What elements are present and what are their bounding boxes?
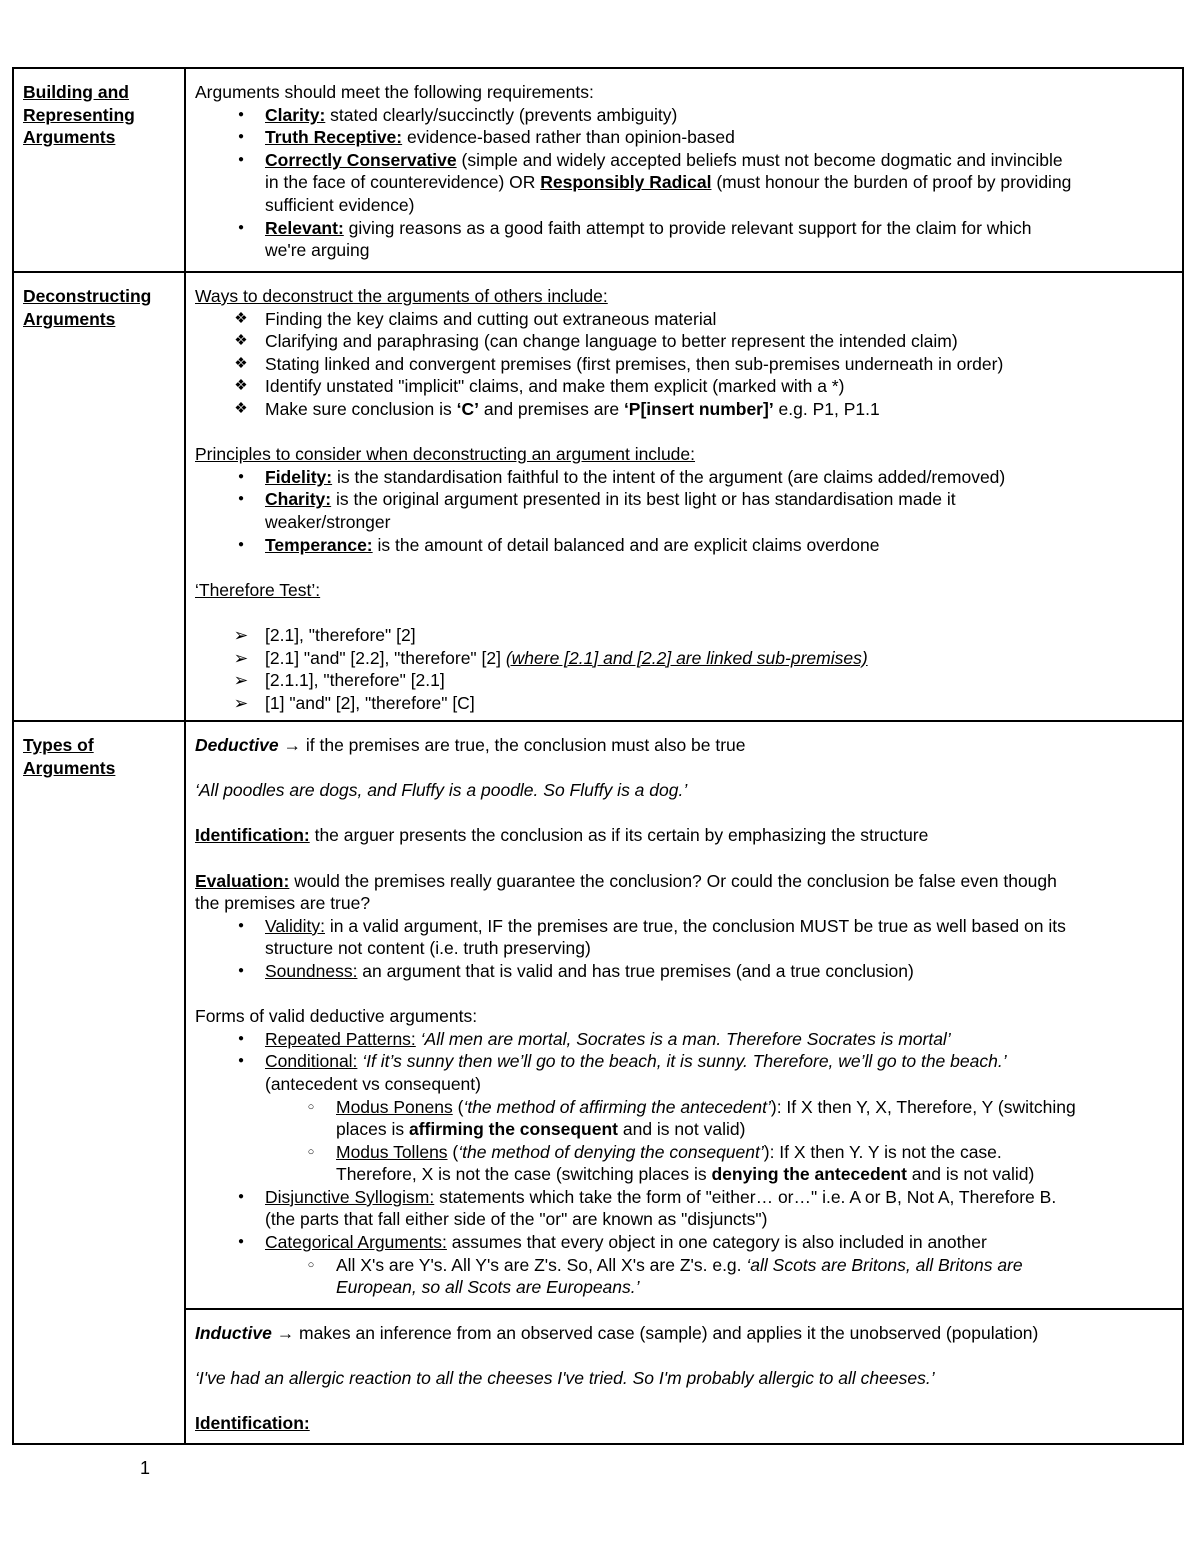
arrow-bullet-icon: ➢	[233, 670, 249, 691]
bullet-icon: ●	[237, 493, 245, 505]
requirements-list	[195, 104, 1174, 262]
bullet-icon: ●	[237, 470, 245, 482]
list-item: ➢ [2.1], "therefore" [2]	[195, 624, 1174, 647]
deductive-term: Deductive	[195, 735, 279, 755]
list-item: ● Clarity: stated clearly/succinctly (prevents ambiguity)	[195, 104, 1174, 127]
bullet-icon: ●	[237, 153, 245, 165]
list-item: ❖ Finding the key claims and cutting out extraneous material	[195, 308, 1174, 331]
list-item: ● Conditional: ‘If it’s sunny then we’ll go to the beach, it is sunny. Therefore, we’ll go to the beach.’ (antecedent vs consequent)	[195, 1050, 1174, 1095]
diamond-bullet-icon: ❖	[234, 377, 248, 395]
content-building-arguments	[185, 68, 1183, 272]
principles-list	[195, 466, 1174, 556]
list-item: ○ Modus Ponens (‘the method of affirming the antecedent’): If X then Y, X, Therefore, Y (switching places is affirming the consequent and is not valid)	[195, 1096, 1174, 1141]
list-item: ● Disjunctive Syllogism: statements which take the form of "either… or…" i.e. A or B, Not A, Therefore B. (the parts that fall either side of the "or" are known as "disjuncts")	[195, 1186, 1174, 1231]
therefore-test-list	[195, 624, 1174, 714]
bullet-icon: ●	[237, 1055, 245, 1067]
list-item: ● Fidelity: is the standardisation faithful to the intent of the argument (are claims added/removed)	[195, 466, 1174, 489]
bullet-icon: ●	[237, 1032, 245, 1044]
diamond-bullet-icon: ❖	[234, 309, 248, 327]
list-item: ❖ Stating linked and convergent premises (first premises, then sub-premises underneath in order)	[195, 353, 1174, 376]
bullet-icon: ●	[237, 1190, 245, 1202]
bullet-icon: ●	[237, 1236, 245, 1248]
list-item: ❖ Make sure conclusion is ‘C’ and premises are ‘P[insert number]’ e.g. P1, P1.1	[195, 398, 1174, 421]
list-item: ● Validity: in a valid argument, IF the premises are true, the conclusion MUST be true as well based on its structure not content (i.e. truth preserving)	[195, 915, 1174, 960]
page-number: 1	[140, 1458, 151, 1478]
heading-types-of-arguments: Types of Arguments	[13, 721, 185, 1444]
arrow-bullet-icon: ➢	[233, 647, 249, 668]
list-item: ❖ Clarifying and paraphrasing (can change language to better represent the intended claim)	[195, 330, 1174, 353]
list-item: ● Soundness: an argument that is valid and has true premises (and a true conclusion)	[195, 960, 1174, 983]
notes-table	[12, 67, 1184, 1445]
bullet-icon: ●	[237, 964, 245, 976]
forms-list	[195, 1028, 1174, 1299]
row-deconstructing-arguments	[13, 272, 1183, 721]
bullet-icon: ●	[237, 919, 245, 931]
inductive-term: Inductive	[195, 1323, 272, 1343]
list-item: ○ All X's are Y's. All Y's are Z's. So, All X's are Z's. e.g. ‘all Scots are Britons, all Britons are European, so all Scots are Europeans.’	[195, 1254, 1174, 1299]
circle-bullet-icon: ○	[307, 1145, 315, 1158]
list-item: ● Categorical Arguments: assumes that every object in one category is also included in another	[195, 1231, 1174, 1254]
list-item: ➢ [2.1] "and" [2.2], "therefore" [2] (where [2.1] and [2.2] are linked sub-premises)	[195, 647, 1174, 670]
bullet-icon: ●	[237, 538, 245, 550]
list-item: ➢ [1] "and" [2], "therefore" [C]	[195, 692, 1174, 715]
ways-list	[195, 308, 1174, 421]
row-inductive	[13, 1309, 1183, 1444]
arrow-bullet-icon: ➢	[233, 624, 249, 645]
list-item: ● Charity: is the original argument presented in its best light or has standardisation made it weaker/stronger	[195, 488, 1174, 533]
heading-deconstructing-arguments: Deconstructing Arguments	[13, 272, 185, 721]
heading-building-arguments: Building and Representing Arguments	[13, 68, 185, 272]
list-item: ● Correctly Conservative (simple and widely accepted beliefs must not become dogmatic and invincible in the face of counterevidence) OR Responsibly Radical (must honour the burden of proof by providing sufficient evidence)	[195, 149, 1174, 217]
forms-label: Forms of valid deductive arguments:	[195, 1006, 478, 1027]
list-item: ● Repeated Patterns: ‘All men are mortal, Socrates is a man. Therefore Socrates is mortal’	[195, 1028, 1174, 1051]
deductive-example: ‘All poodles are dogs, and Fluffy is a poodle. So Fluffy is a dog.’	[195, 780, 688, 801]
arrow-bullet-icon: ➢	[233, 692, 249, 713]
principles-label: Principles to consider when deconstructing an argument include:	[195, 444, 696, 465]
content-deductive: Deductive → if the premises are true, the conclusion must also be true ‘All poodles are dogs, and Fluffy is a poodle. So Fluffy is a dog.’ Identification: the arguer presents the conclusion as if its certain by emphasizing the structure Evaluation: would the premises really guarantee the conclusion? Or could the conclusion be false even though the premises are true? ● Validity: in a valid argument, IF the premises are true, the conclusion MUST be true as well based on its structure not content (i.e. truth preserving) ● Soundness: an argument that is valid and has true premises (and a true conclusion) Forms of valid deductive arguments: ● Repeated Patterns: ‘All men are mortal, Socrates is a man. Therefore Socrates is mortal’ ● Conditional: ‘If it’s sunny then we’ll go to the beach, it is sunny. Therefore, we’ll go to the beach.’ (antecedent vs consequent) ○ Modus Ponens (‘the method of affirming the antecedent’): If X then Y, X, Therefore, Y (switching places is affirming the consequent and is not valid) ○ Modus Tollens (‘the method of denying the consequent’): If X then Y. Y is not the case. Therefore, X is not the case (switching places is denying the antecedent and is not valid) ● Disjunctive Syllogism: statements which take the form of "either… or…" i.e. A or B, Not A, Therefore B. (the parts that fall either side of the "or" are known as "disjuncts") ● Categorical Arguments: assumes that every object in one category is also included in another ○ All X's are Y's. All Y's are Z's. So, All X's are Z's. e.g. ‘all Scots are Britons, all Britons are European, so all Scots are Europeans.’	[185, 721, 1183, 1309]
therefore-test-label: ‘Therefore Test’:	[195, 579, 321, 600]
list-item: ❖ Identify unstated "implicit" claims, and make them explicit (marked with a *)	[195, 375, 1174, 398]
circle-bullet-icon: ○	[307, 1100, 315, 1113]
bullet-icon: ●	[237, 108, 245, 120]
list-item: ● Temperance: is the amount of detail balanced and are explicit claims overdone	[195, 534, 1174, 557]
list-item: ➢ [2.1.1], "therefore" [2.1]	[195, 669, 1174, 692]
content-deconstructing-arguments	[185, 272, 1183, 721]
list-item: ○ Modus Tollens (‘the method of denying the consequent’): If X then Y. Y is not the case. Therefore, X is not the case (switching places is denying the antecedent and is not valid)	[195, 1141, 1174, 1186]
diamond-bullet-icon: ❖	[234, 354, 248, 372]
bullet-icon: ●	[237, 131, 245, 143]
intro-text: Arguments should meet the following requirements:	[195, 82, 594, 102]
content-inductive: Inductive → makes an inference from an observed case (sample) and applies it the unobserved (population) ‘I've had an allergic reaction to all the cheeses I've tried. So I'm probably allergic to all cheeses.’ Identification:	[185, 1309, 1183, 1444]
ways-label: Ways to deconstruct the arguments of others include:	[195, 286, 608, 306]
row-building-arguments	[13, 68, 1183, 272]
row-types-of-arguments	[13, 721, 1183, 1309]
diamond-bullet-icon: ❖	[234, 399, 248, 417]
list-item: ● Truth Receptive: evidence-based rather than opinion-based	[195, 126, 1174, 149]
evaluation-list	[195, 915, 1174, 983]
bullet-icon: ●	[237, 221, 245, 233]
list-item: ● Relevant: giving reasons as a good faith attempt to provide relevant support for the claim for which we're arguing	[195, 217, 1174, 262]
inductive-identification-term: Identification:	[195, 1413, 310, 1434]
circle-bullet-icon: ○	[307, 1258, 315, 1271]
diamond-bullet-icon: ❖	[234, 332, 248, 350]
inductive-example: ‘I've had an allergic reaction to all the cheeses I've tried. So I'm probably allergic to all cheeses.’	[195, 1368, 935, 1389]
